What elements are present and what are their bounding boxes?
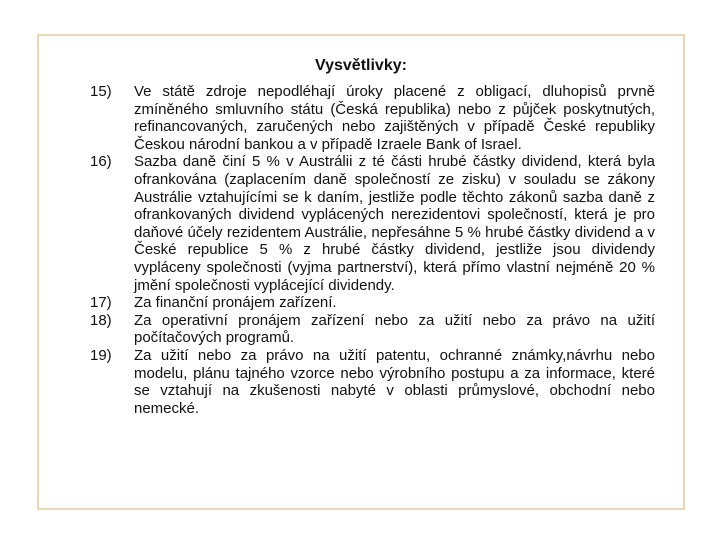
note-number: 19) xyxy=(90,346,112,364)
note-number: 15) xyxy=(90,83,112,100)
note-number: 18) xyxy=(90,311,112,329)
note-16 xyxy=(90,153,655,294)
note-text: Za užití nebo za právo na užití patentu, ochranné známky,návrhu nebo modelu, plánu tajného vzorce nebo výrobního postupu a za informace, které se vztahují na zkušenosti nabyté v oblasti průmyslové, obchodní nebo nemecké. xyxy=(134,346,655,417)
slide-frame xyxy=(37,34,685,510)
notes-list xyxy=(90,83,655,417)
page-title: Vysvětlivky: xyxy=(315,57,407,74)
note-text: Za operativní pronájem zařízení nebo za užití nebo za právo na užití počítačových programů. xyxy=(134,311,655,347)
note-19 xyxy=(90,347,655,417)
note-15 xyxy=(90,83,655,153)
note-text: Ve státě zdroje nepodléhají úroky placené z obligací, dluhopisů prvně zmíněného smluvního státu (Česká republika) nebo z půjček poskytnutých, refinancovaných, zaručených nebo zajištěných v případě České republiky Českou národní bankou a v případě Izraele Bank of Israel. xyxy=(134,83,655,153)
note-number: 17) xyxy=(90,294,112,312)
note-17 xyxy=(90,294,655,312)
note-text: Sazba daně činí 5 % v Austrálii z té části hrubé částky dividend, která byla ofrankována (zaplacením daně společností ze zisku) v souladu se zákony Austrálie vztahujícími se k daním, jestliže podle těchto zákonů sazba daně z ofrankovaných dividend vyplácených nerezidentovi společností, která je pro daňové účely rezidentem Austrálie, nepřesáhne 5 % hrubé částky dividend a v České republice 5 % z hrubé částky dividend, jestliže jsou dividendy vypláceny společnosti (vyjma partnerství), která přímo vlastní nejméně 20 % jmění společnosti vyplácející dividendy. xyxy=(134,153,655,294)
note-number: 16) xyxy=(90,153,112,171)
note-text: Za finanční pronájem zařízení. xyxy=(134,294,337,312)
note-18 xyxy=(90,312,655,347)
